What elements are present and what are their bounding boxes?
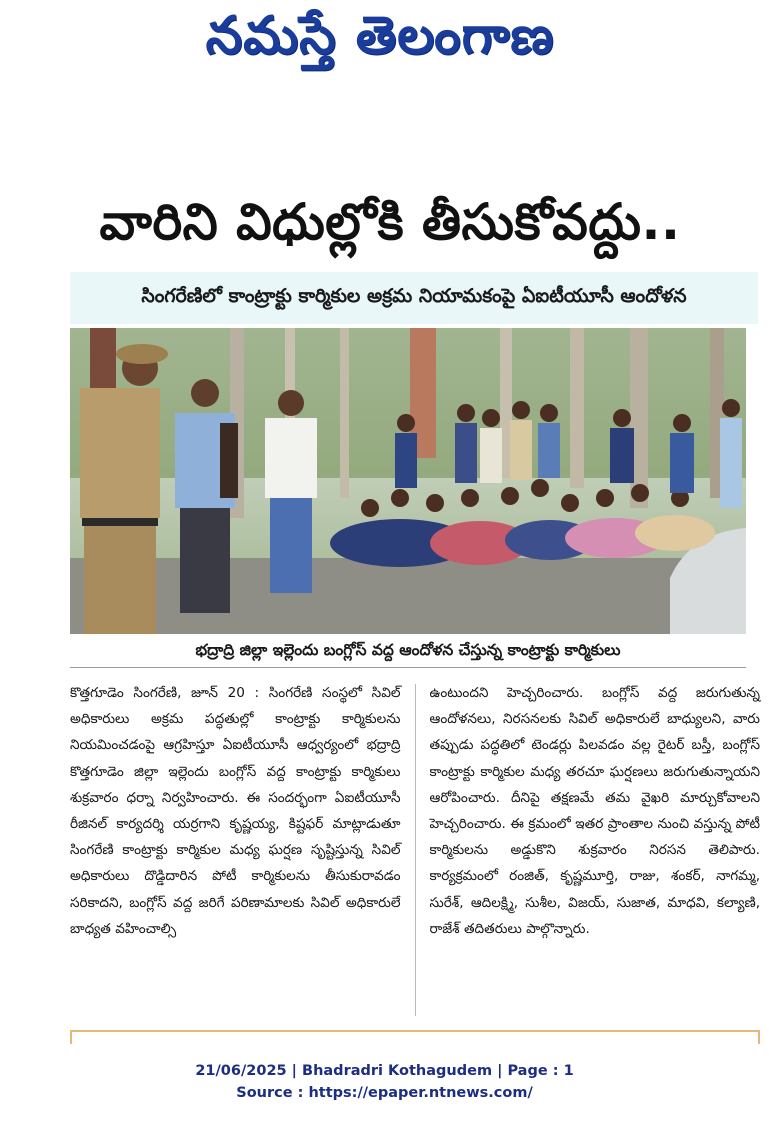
protest-photo-illustration bbox=[70, 328, 746, 634]
masthead-logo bbox=[150, 6, 610, 78]
footer-source-link[interactable]: Source : https://epaper.ntnews.com/ bbox=[236, 1085, 533, 1101]
subheadline: సింగరేణిలో కాంట్రాక్టు కార్మికుల అక్రమ నియామకంపై ఏఐటీయూసీ ఆందోళన bbox=[141, 284, 687, 307]
article-column-1 bbox=[70, 680, 401, 1020]
article-body bbox=[70, 680, 760, 1020]
subheadline-band bbox=[70, 272, 758, 324]
page-footer bbox=[0, 1060, 769, 1104]
photo-caption: భద్రాద్రి జిల్లా ఇల్లెందు బంగ్లోస్ వద్ద ఆందోళన చేస్తున్న కాంట్రాక్టు కార్మికులు bbox=[70, 636, 746, 668]
news-photo bbox=[70, 328, 746, 634]
column-divider bbox=[415, 684, 416, 1016]
article-bottom-border bbox=[70, 1030, 760, 1044]
masthead-title: నమస్తే తెలంగాణ bbox=[205, 5, 555, 66]
article-column-2 bbox=[430, 680, 761, 1020]
footer-date-edition-page: 21/06/2025 | Bhadradri Kothagudem | Page : 1 bbox=[195, 1063, 574, 1079]
article-paragraph-1: కొత్తగూడెం సింగరేణి, జూన్ 20 : సింగరేణి సంస్థలో సివిల్ అధికారులు అక్రమ పద్ధతుల్లో కాంట్రాక్టు కార్మికులను నియమించడంపై ఆగ్రహిస్తూ ఏఐటీయూసీ ఆధ్వర్యంలో భద్రాద్రి కొత్తగూడెం జిల్లా ఇల్లెందు బంగ్లోస్ వద్ద కాంట్రాక్టు కార్మికులు శుక్రవారం ధర్నా నిర్వహించారు. ఈ సందర్భంగా ఏఐటీయూసీ రీజినల్ కార్యదర్శి యర్రగాని కృష్ణయ్య, కిష్టఫర్ మాట్లాడుతూ సింగరేణి కాంట్రాక్టు కార్మికుల మధ్య ఘర్షణ సృష్టిస్తున్న సివిల్ అధికారులు దొడ్డిదారిన పోటీ కార్మికులను తీసుకురావడం సరికాదని, బంగ్లోస్ వద్ద జరిగే పరిణామాలకు సివిల్ అధికారులే బాధ్యత వహించాల్సి bbox=[70, 685, 401, 937]
headline: వారిని విధుల్లోకి తీసుకోవద్దు.. bbox=[99, 192, 681, 251]
article-paragraph-2: ఉంటుందని హెచ్చరించారు. బంగ్లోస్ వద్ద జరుగుతున్న ఆందోళనలు, నిరసనలకు సివిల్ అధికారులే బాధ్యులని, వారు తప్పుడు పద్ధతిలో టెండర్లు పిలవడం వల్ల రైటర్ బస్తీ, బంగ్లోస్ కాంట్రాక్టు కార్మికుల మధ్య తరచూ ఘర్షణలు జరుగుతున్నాయని ఆరోపించారు. దీనిపై తక్షణమే తమ వైఖరి మార్చుకోవాలని హెచ్చరించారు. ఈ క్రమంలో ఇతర ప్రాంతాల నుంచి వస్తున్న పోటీ కార్మికులను అడ్డుకొని శుక్రవారం నిరసన తెలిపారు. కార్యక్రమంలో రంజిత్, కృష్ణమూర్తి, రాజు, శంకర్, నాగమ్మ, సురేశ్, ఆదిలక్ష్మి, సుశీల, విజయ్, సుజాత, మాధవి, కల్యాణి, రాజేశ్ తదితరులు పాల్గొన్నారు. bbox=[429, 685, 761, 937]
